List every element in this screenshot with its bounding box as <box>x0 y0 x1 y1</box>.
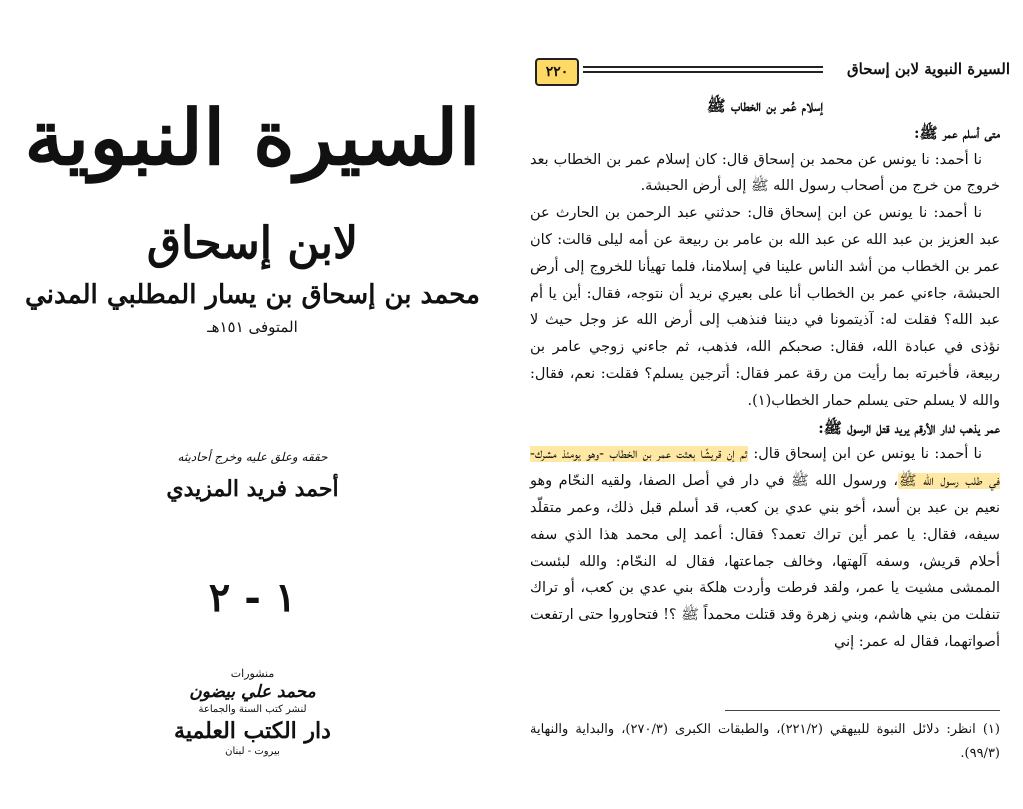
publisher-name: محمد علي بيضون <box>189 682 316 702</box>
cover-volume: ١ - ٢ <box>208 574 297 621</box>
running-title: السيرة النبوية لابن إسحاق <box>847 60 1010 78</box>
cover-editor-label: حققه وعلق عليه وخرج أحاديثه <box>177 450 328 464</box>
paragraph-1: نا أحمد: نا يونس عن محمد بن إسحاق قال: كان إسلام عمر بن الخطاب بعد خروج من خرج من أصحاب رسول الله ﷺ إلى أرض الحبشة. <box>530 151 1000 195</box>
subheading-1: متى أسلم عمر ﷺ: <box>913 123 1000 142</box>
page-number: ٢٢٠ <box>535 58 579 86</box>
cover-editor: أحمد فريد المزيدي <box>166 476 339 502</box>
publisher-city: بيروت - لبنان <box>225 746 280 757</box>
cover-title: السيرة النبوية <box>24 93 481 182</box>
publisher-label: منشورات <box>230 667 275 680</box>
footnote: (١) انظر: دلائل النبوة للبيهقي (٢٢١/٢)، والطبقات الكبرى (٢٧٠/٣)، والبداية والنهاية (٩٩/٣). <box>530 722 1000 761</box>
cover-author: لابن إسحاق <box>146 218 359 269</box>
text-page <box>505 0 1023 809</box>
highlighted-passage: ثم إن قريشًا بعثت عمر بن الخطاب -وهو يومئذ مشرك- في طلب رسول الله ﷺ <box>530 446 1000 490</box>
section-heading: إسلام عُمر بن الخطاب ﷺ <box>706 96 824 115</box>
page-body <box>530 93 1000 656</box>
subheading-2: عمر يذهب لدار الأرقم يريد قتل الرسول ﷺ: <box>818 418 1000 437</box>
cover-page <box>0 0 505 809</box>
paragraph-3-rest: ، ورسول الله ﷺ في دار في أصل الصفا، ولقيه النحّام وهو نعيم بن عبد بن أسد، أخو بني عدي بن كعب، قد أسلم قبل ذلك، وعمر متقلّد سيفه، فقال: يا عمر أين تراك تعمد؟ فقال: أعمد إلى محمد هذا الذي سفه أحلام قريش، وسفه آلهتها، وخالف جماعتها، فقال له النحّام: والله لبئست الممشى مشيت يا عمر، ولقد فرطت وأردت هلكة بني عدي بن كعب، أو تراك تنفلت من بني هاشم، وبني زهرة وقد قتلت محمداً ﷺ ؟! فتحاوروا حتى ارتفعت أصواتهما، فقال له عمر: إني <box>530 473 1000 650</box>
publisher-logo: دار الكتب العلمية <box>174 718 331 744</box>
header-rule <box>583 66 823 73</box>
running-header <box>535 58 1010 84</box>
paragraph-3-lead: نا أحمد: نا يونس عن ابن إسحاق قال: <box>748 446 982 463</box>
paragraph-3 <box>530 441 1000 655</box>
paragraph-2: نا أحمد: نا يونس عن ابن إسحاق قال: حدثني عبد الرحمن بن الحارث عن عبد العزيز بن عبد الله عن عبد الله بن عامر بن ربيعة عن أمه ليلى قالت: كان عمر بن الخطاب من أشد الناس علينا في إسلامنا، فلما تهيأنا للخروج إلى أرض الحبشة، جاءني عمر بن الخطاب أنا على بعيري نريد أن نتوجه، فقال: أين يا أم عبد الله؟ فقلت له: آذيتمونا في ديننا فنذهب إلى أرض الله عز وجل حيث لا نؤذى في عبادة الله، فقال: صحبكم الله، فذهب، ثم جاءني زوجي عامر بن ربيعة، فأخبرته بما رأيت من رقة عمر فقال: أترجين يسلم؟ فقلت: نعم، فقال: والله لا يسلم حتى يسلم حمار الخطاب(١). <box>530 205 1000 409</box>
cover-author-fullname: محمد بن إسحاق بن يسار المطلبي المدني <box>25 280 480 310</box>
footnote-rule <box>725 710 1000 711</box>
cover-death-date: المتوفى ١٥١هـ <box>207 318 298 336</box>
publisher-tagline: لنشر كتب السنة والجماعة <box>198 704 307 715</box>
